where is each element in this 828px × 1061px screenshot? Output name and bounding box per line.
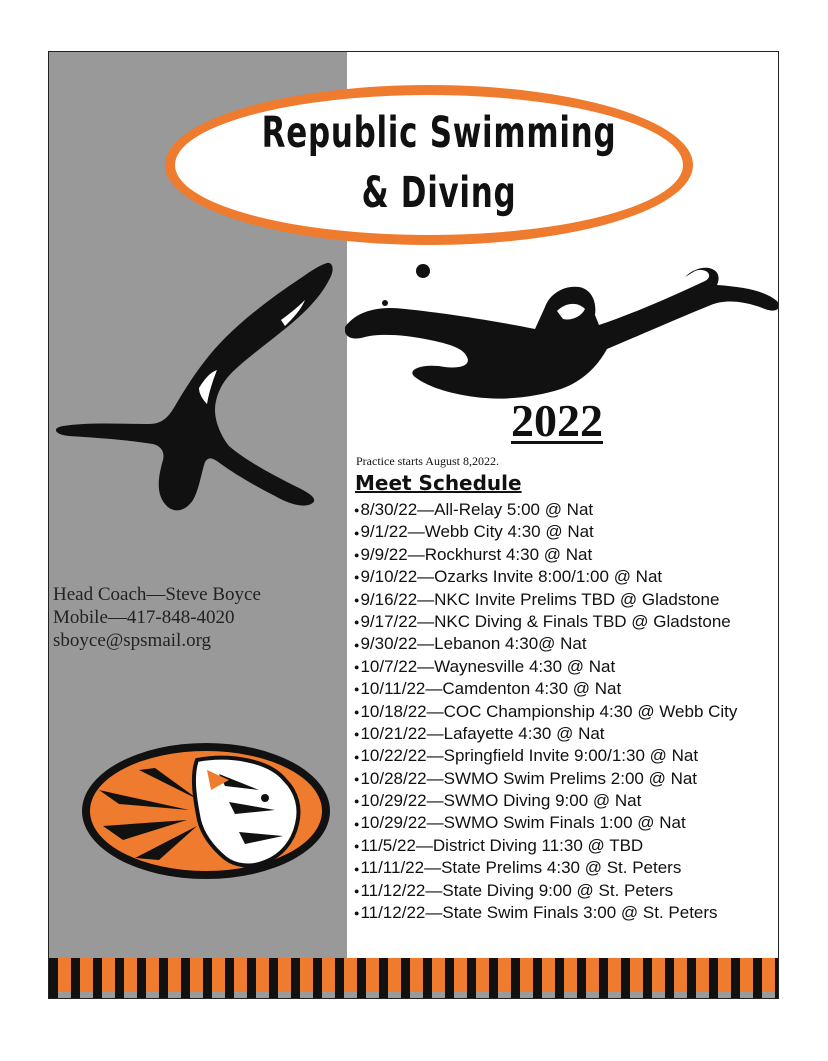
meet-text: 9/1/22—Webb City 4:30 @ Nat [360,522,594,542]
meet-item [354,790,737,812]
meet-text: 10/18/22—COC Championship 4:30 @ Webb City [360,701,738,721]
bullet-icon: ● [354,505,360,516]
meet-schedule-list [354,499,737,924]
bullet-icon: ● [354,818,360,829]
bullet-icon: ● [354,841,360,852]
meet-item [354,544,737,566]
meet-text: 10/11/22—Camdenton 4:30 @ Nat [360,679,622,699]
meet-text: 10/7/22—Waynesville 4:30 @ Nat [360,656,616,676]
meet-item [354,656,737,678]
meet-text: 9/30/22—Lebanon 4:30@ Nat [360,634,587,654]
swimmer-figure [345,257,779,417]
bullet-icon: ● [354,885,360,896]
bullet-icon: ● [354,908,360,919]
practice-note: Practice starts August 8,2022. [356,454,499,468]
meet-text: 10/21/22—Lafayette 4:30 @ Nat [360,723,605,743]
meet-item [354,589,737,611]
meet-item [354,723,737,745]
meet-item [354,812,737,834]
bullet-icon: ● [354,796,360,807]
bullet-icon: ● [354,662,360,673]
meet-item [354,857,737,879]
meet-item [354,768,737,790]
meet-text: 11/12/22—State Diving 9:00 @ St. Peters [360,880,674,900]
coach-info [53,583,261,652]
stripe-bar-bottom [49,992,779,999]
meet-text: 10/29/22—SWMO Swim Finals 1:00 @ Nat [360,813,686,833]
meet-text: 10/22/22—Springfield Invite 9:00/1:30 @ Nat [360,746,699,766]
meet-text: 9/10/22—Ozarks Invite 8:00/1:00 @ Nat [360,567,663,587]
schedule-heading: Meet Schedule [355,471,522,495]
meet-item [354,745,737,767]
bullet-icon: ● [354,639,360,650]
meet-text: 11/11/22—State Prelims 4:30 @ St. Peters [360,858,682,878]
flyer [48,51,779,999]
meet-item [354,521,737,543]
bullet-icon: ● [354,594,360,605]
meet-text: 10/28/22—SWMO Swim Prelims 2:00 @ Nat [360,768,698,788]
bullet-icon: ● [354,863,360,874]
coach-email: sboyce@spsmail.org [53,630,212,651]
meet-item [354,611,737,633]
meet-item [354,633,737,655]
bullet-icon: ● [354,572,360,583]
meet-text: 9/17/22—NKC Diving & Finals TBD @ Gladstone [360,611,731,631]
bullet-icon: ● [354,751,360,762]
bullet-icon: ● [354,729,360,740]
coach-mobile: Mobile—417-848-4020 [53,607,235,628]
meet-text: 11/5/22—District Diving 11:30 @ TBD [360,835,644,855]
meet-text: 10/29/22—SWMO Diving 9:00 @ Nat [360,791,642,811]
coach-name: Head Coach—Steve Boyce [53,584,261,605]
meet-item [354,880,737,902]
tiger-logo [79,740,333,882]
bullet-icon: ● [354,684,360,695]
meet-item [354,678,737,700]
meet-text: 8/30/22—All-Relay 5:00 @ Nat [360,500,594,519]
diver-figure [49,260,349,520]
meet-text: 9/16/22—NKC Invite Prelims TBD @ Gladstone [360,589,720,609]
bullet-icon: ● [354,617,360,628]
meet-item [354,566,737,588]
bullet-icon: ● [354,774,360,784]
meet-item [354,835,737,857]
meet-text: 9/9/22—Rockhurst 4:30 @ Nat [360,544,593,564]
bullet-icon: ● [354,550,360,561]
meet-item [354,499,737,521]
bullet-icon: ● [354,527,360,538]
meet-item [354,701,737,723]
bullet-icon: ● [354,706,360,717]
title-line-1: Republic Swimming [261,108,617,158]
title-line-2: & Diving [361,168,517,218]
meet-text: 11/12/22—State Swim Finals 3:00 @ St. Peters [360,903,718,923]
year-heading: 2022 [511,395,603,446]
meet-item [354,902,737,924]
